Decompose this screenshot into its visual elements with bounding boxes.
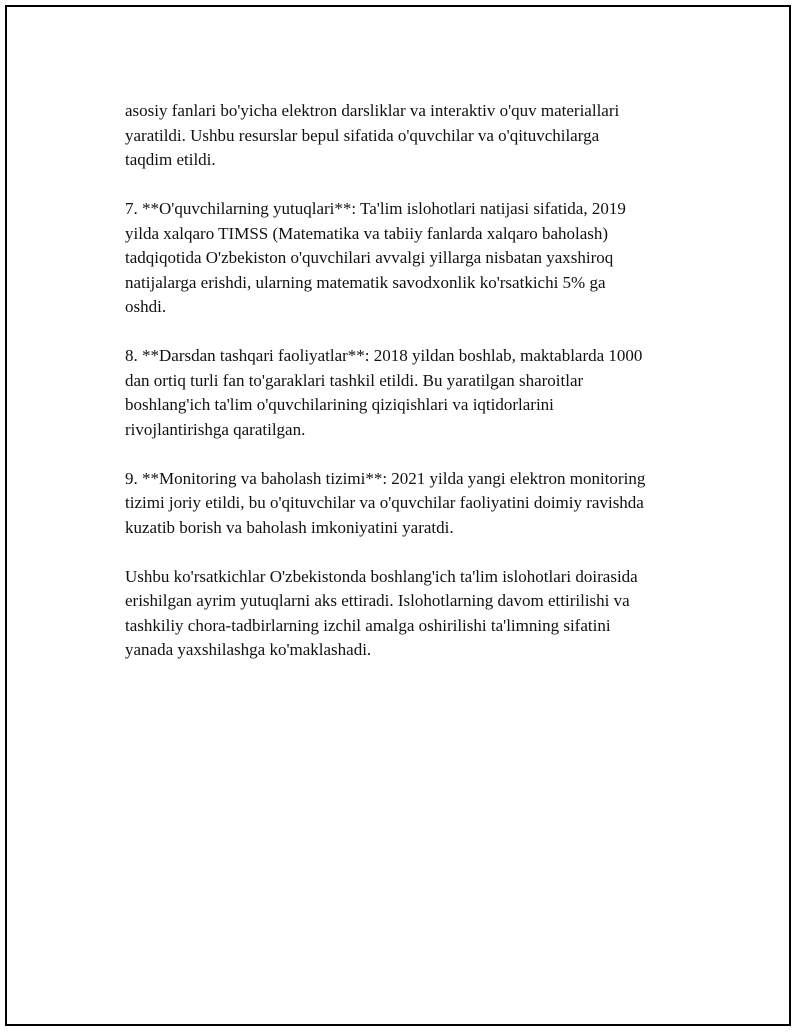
- page-frame: [5, 5, 791, 1026]
- document-body: [125, 99, 715, 687]
- paragraph-item-9: 9. **Monitoring va baholash tizimi**: 2021 yilda yangi elektron monitoring tizimi joriy etildi, bu o'qituvchilar va o'quvchilar faoliyatini doimiy ravishda kuzatib borish va baholash imkoniyatini yaratdi.: [125, 468, 646, 537]
- paragraph-item-7: 7. **O'quvchilarning yutuqlari**: Ta'lim islohotlari natijasi sifatida, 2019 yilda xalqaro TIMSS (Matematika va tabiiy fanlarda xalqaro baholash) tadqiqotida O'zbekiston o'quvchilari avvalgi yillarga nisbatan yaxshiroq natijalarga erishdi, ularning matematik savodxonlik ko'rsatkichi 5% ga oshdi.: [125, 199, 626, 316]
- paragraph-item-8: 8. **Darsdan tashqari faoliyatlar**: 2018 yildan boshlab, maktablarda 1000 dan ortiq turli fan to'garaklari tashkil etildi. Bu yaratilgan sharoitlar boshlang'ich ta'lim o'quvchilarining qiziqishlari va iqtidorlarini rivojlantirishga qaratilgan.: [125, 346, 643, 439]
- paragraph-continuation: asosiy fanlari bo'yicha elektron darsliklar va interaktiv o'quv materiallari yaratildi. Ushbu resurslar bepul sifatida o'quvchilar va o'qituvchilarga taqdim etildi.: [125, 101, 620, 169]
- paragraph-conclusion: Ushbu ko'rsatkichlar O'zbekistonda boshlang'ich ta'lim islohotlari doirasida erishilgan ayrim yutuqlarni aks ettiradi. Islohotlarning davom ettirilishi va tashkiliy chora-tadbirlarning izchil amalga oshirilishi ta'limning sifatini yanada yaxshilashga ko'maklashadi.: [125, 566, 638, 659]
